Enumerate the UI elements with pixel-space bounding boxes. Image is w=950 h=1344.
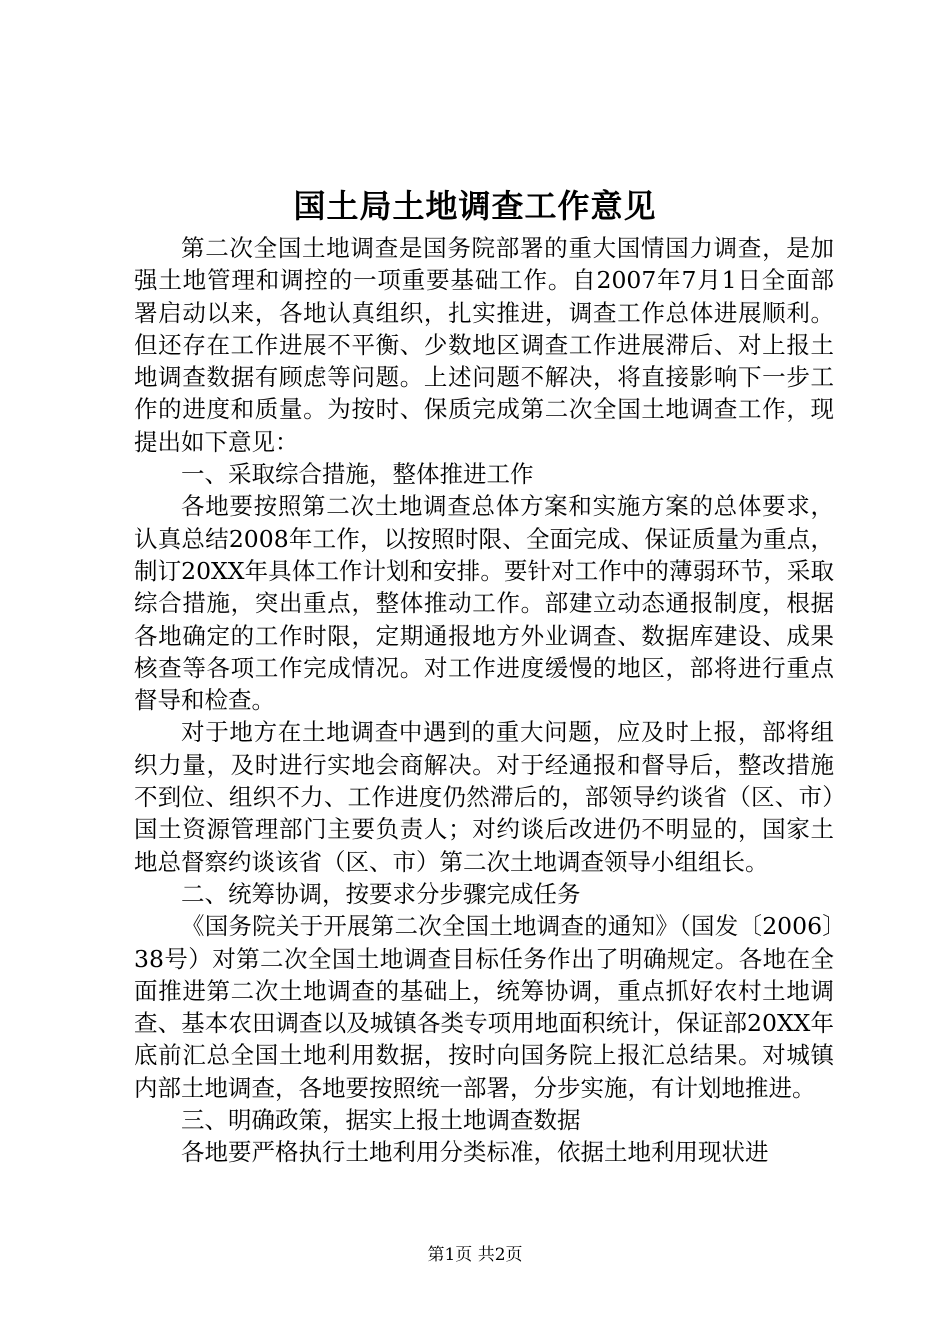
page-footer: 第1页 共2页 — [427, 1245, 523, 1265]
paragraph-section-1b: 对于地方在土地调查中遇到的重大问题，应及时上报，部将组织力量，及时进行实地会商解决。对于经通报和督导后，整改措施不到位、组织不力、工作进度仍然滞后的，部领导约谈省（区、市）国土资源管理部门主要负责人；对约谈后改进仍不明显的，国家土地总督察约谈该省（区、市）第二次土地调查领导小组组长。 — [134, 718, 834, 876]
section-heading-2: 二、统筹协调，按要求分步骤完成任务 — [181, 879, 581, 908]
paragraph-section-1a: 各地要按照第二次土地调查总体方案和实施方案的总体要求，认真总结2008年工作，以按照时限、全面完成、保证质量为重点，制订20XX年具体工作计划和安排。要针对工作中的薄弱环节，采取综合措施，突出重点，整体推动工作。部建立动态通报制度，根据各地确定的工作时限，定期通报地方外业调查、数据库建设、成果核查等各项工作完成情况。对工作进度缓慢的地区，部将进行重点督导和检查。 — [134, 492, 834, 715]
document-body — [134, 232, 834, 1169]
document-title: 国土局土地调查工作意见 — [293, 187, 657, 225]
section-heading-1: 一、采取综合措施，整体推进工作 — [181, 460, 534, 489]
section-heading-3: 三、明确政策，据实上报土地调查数据 — [181, 1106, 581, 1135]
paragraph-intro: 第二次全国土地调查是国务院部署的重大国情国力调查，是加强土地管理和调控的一项重要基础工作。自2007年7月1日全面部署启动以来，各地认真组织，扎实推进，调查工作总体进展顺利。但还存在工作进展不平衡、少数地区调查工作进展滞后、对上报土地调查数据有顾虑等问题。上述问题不解决，将直接影响下一步工作的进度和质量。为按时、保质完成第二次全国土地调查工作，现提出如下意见： — [134, 234, 834, 456]
paragraph-section-2: 《国务院关于开展第二次全国土地调查的通知》（国发〔2006〕38号）对第二次全国土地调查目标任务作出了明确规定。各地在全面推进第二次土地调查的基础上，统筹协调，重点抓好农村土地调查、基本农田调查以及城镇各类专项用地面积统计，保证部20XX年底前汇总全国土地利用数据，按时向国务院上报汇总结果。对城镇内部土地调查，各地要按照统一部署，分步实施，有计划地推进。 — [134, 912, 834, 1102]
paragraph-section-3: 各地要严格执行土地利用分类标准，依据土地利用现状进 — [181, 1138, 769, 1167]
